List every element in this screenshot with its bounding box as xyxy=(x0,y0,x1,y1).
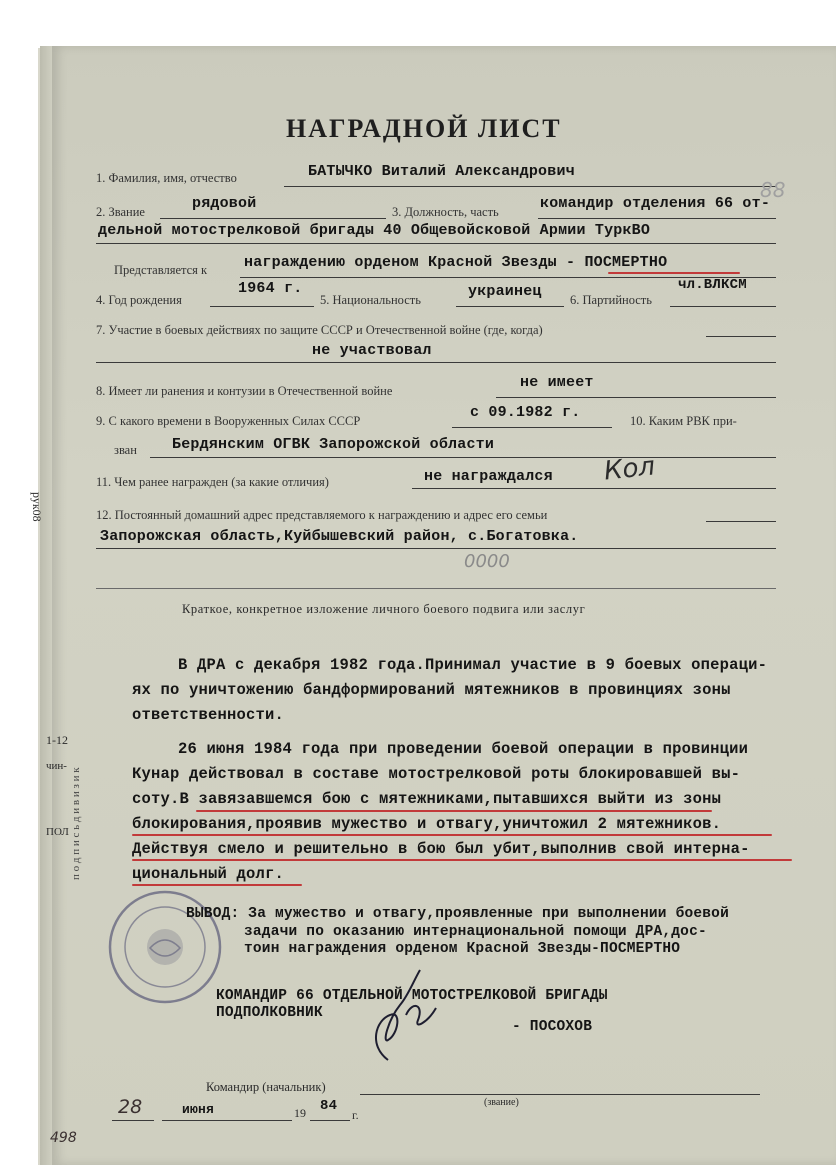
body-line-3: ответственности. xyxy=(132,706,285,724)
field-12-line xyxy=(706,521,776,522)
presented-value: награждению орденом Красной Звезды - ПОСМЕРТНО xyxy=(244,254,668,271)
field-12-value: Запорожская область,Куйбышевский район, с.Богатовка. xyxy=(100,528,579,545)
field-12-label: 12. Постоянный домашний адрес представляемого к награждению и адрес его семьи xyxy=(96,508,548,522)
field-5-label: 5. Национальность xyxy=(320,293,421,307)
field-8-line xyxy=(496,397,776,398)
field-2-label: 2. Звание xyxy=(96,205,145,219)
commander-line-1: КОМАНДИР 66 ОТДЕЛЬНОЙ МОТОСТРЕЛКОВОЙ БРИГАДЫ xyxy=(216,988,608,1004)
margin-note-1: рук08 xyxy=(30,492,44,522)
footer-date-year: 84 xyxy=(320,1098,338,1114)
field-7-value: не участвовал xyxy=(312,342,432,359)
field-6-label: 6. Партийность xyxy=(570,293,652,307)
body-line-8: Действуя смело и решительно в бою был убит,выполнив свой интерна- xyxy=(132,840,750,858)
footer-year-line xyxy=(310,1120,350,1121)
field-4-value: 1964 г. xyxy=(238,280,303,297)
field-9-label: 9. С какого времени в Вооруженных Силах СССР xyxy=(96,414,361,428)
margin-note-2: 1-12 xyxy=(46,733,68,747)
field-12-hand-note: 0000 xyxy=(464,551,510,572)
field-10-label: 10. Каким РВК при- xyxy=(630,414,737,428)
field-4-line xyxy=(210,306,314,307)
field-5-line xyxy=(456,306,564,307)
field-5-value: украинец xyxy=(468,283,542,300)
footer-year-prefix: 19 xyxy=(294,1106,306,1120)
commander-signature xyxy=(358,960,448,1070)
presented-label: Представляется к xyxy=(114,263,208,277)
field-7-line xyxy=(706,336,776,337)
body-line-7: блокирования,проявив мужество и отвагу,уничтожил 2 мятежников. xyxy=(132,815,722,833)
summary-heading: Краткое, конкретное изложение личного боевого подвига или заслуг xyxy=(182,602,586,616)
conclusion-line-1: ВЫВОД: За мужество и отвагу,проявленные при выполнении боевой xyxy=(186,906,729,922)
field-3-margin-note: 88 xyxy=(760,178,786,202)
red-underline-2 xyxy=(132,834,772,836)
footer-rank-label: (звание) xyxy=(484,1097,519,1108)
field-3-line xyxy=(538,218,776,219)
field-3-label: 3. Должность, часть xyxy=(392,205,499,219)
body-line-5: Кунар действовал в составе мотострелковой роты блокировавшей вы- xyxy=(132,765,741,783)
footer-date-day: 28 xyxy=(118,1096,143,1118)
footer-day-line xyxy=(112,1120,154,1121)
footer-commander-label: Командир (начальник) xyxy=(206,1080,326,1094)
field-7-label: 7. Участие в боевых действиях по защите СССР и Отечественной войне (где, когда) xyxy=(96,323,543,337)
field-7-line-2 xyxy=(96,362,776,363)
field-1-line xyxy=(284,186,776,187)
section-divider xyxy=(96,588,776,589)
margin-note-4: ПОЛ xyxy=(46,826,69,838)
field-10-line xyxy=(150,457,776,458)
conclusion-line-2: задачи по оказанию интернациональной помощи ДРА,дос- xyxy=(244,924,707,940)
field-3-value: командир отделения 66 от- xyxy=(540,195,771,212)
page-title: НАГРАДНОЙ ЛИСТ xyxy=(286,114,562,143)
field-9-value: с 09.1982 г. xyxy=(470,404,581,421)
body-line-2: ях по уничтожению бандформирований мятежников в провинциях зоны xyxy=(132,681,731,699)
field-2-value: рядовой xyxy=(192,195,257,212)
footer-date-month: июня xyxy=(182,1102,215,1117)
field-8-value: не имеет xyxy=(520,374,594,391)
field-11-hand-note: Кол xyxy=(602,451,657,487)
footer-year-suffix: г. xyxy=(352,1108,359,1122)
field-4-label: 4. Год рождения xyxy=(96,293,182,307)
field-3-value-cont: дельной мотострелковой бригады 40 Общевойсковой Армии ТуркВО xyxy=(98,222,651,239)
commander-line-2: ПОДПОЛКОВНИК xyxy=(216,1005,323,1021)
field-11-label: 11. Чем ранее награжден (за какие отличия) xyxy=(96,475,329,489)
field-9-line xyxy=(452,427,612,428)
field-11-value: не награждался xyxy=(424,468,553,485)
field-11-line xyxy=(412,488,776,489)
field-6-value: чл.ВЛКСМ xyxy=(678,277,747,293)
body-line-6: соту.В завязавшемся бою с мятежниками,пытавшихся выйти из зоны xyxy=(132,790,722,808)
field-1-value: БАТЫЧКО Виталий Александрович xyxy=(308,163,575,180)
margin-vertical-text: п о д п и с ь д и в и з и к xyxy=(70,767,82,880)
page-number: 498 xyxy=(50,1130,77,1146)
margin-note-3: чин- xyxy=(46,760,67,772)
field-12-line-2 xyxy=(96,548,776,549)
red-underline-1 xyxy=(196,810,712,812)
body-line-9: циональный долг. xyxy=(132,865,285,883)
body-line-1: В ДРА с декабря 1982 года.Принимал участие в 9 боевых операци- xyxy=(178,656,768,674)
field-1-label: 1. Фамилия, имя, отчество xyxy=(96,171,237,185)
body-line-4: 26 июня 1984 года при проведении боевой операции в провинции xyxy=(178,740,749,758)
commander-name: - ПОСОХОВ xyxy=(512,1019,593,1035)
red-underline-posthumous xyxy=(608,272,740,274)
field-2-line xyxy=(160,218,386,219)
field-8-label: 8. Имеет ли ранения и контузии в Отечественной войне xyxy=(96,384,393,398)
field-10-label-cont: зван xyxy=(114,443,137,457)
footer-month-line xyxy=(162,1120,292,1121)
conclusion-line-3: тоин награждения орденом Красной Звезды-ПОСМЕРТНО xyxy=(244,941,681,957)
red-underline-3 xyxy=(132,859,792,861)
red-underline-4 xyxy=(132,884,302,886)
footer-commander-line xyxy=(360,1094,760,1095)
field-6-line xyxy=(670,306,776,307)
field-3-line-cont xyxy=(96,243,776,244)
field-10-value: Бердянским ОГВК Запорожской области xyxy=(172,436,495,453)
